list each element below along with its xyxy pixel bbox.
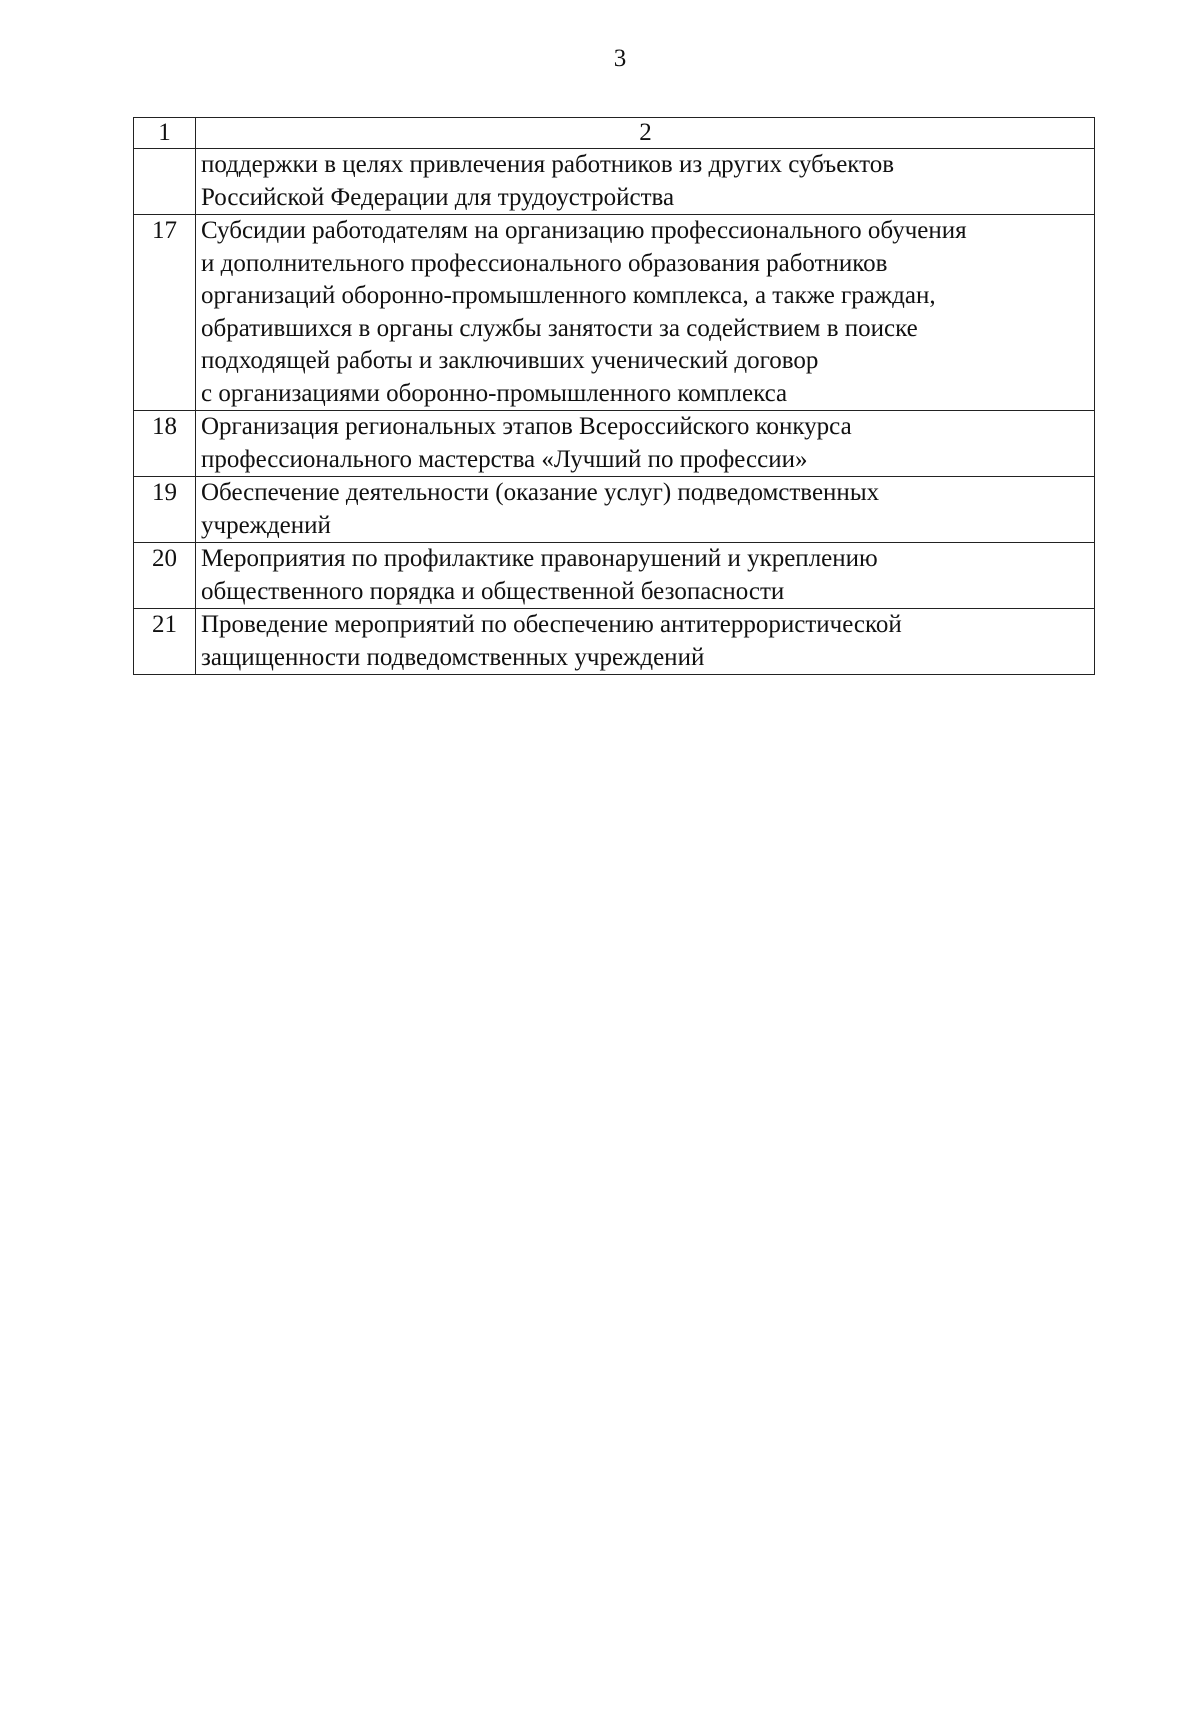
- row-description-cell: [196, 609, 1095, 675]
- description-line: общественного порядка и общественной безопасности: [201, 577, 785, 605]
- description-line: Организация региональных этапов Всероссийского конкурса: [201, 413, 852, 440]
- table-row: [134, 543, 1095, 609]
- description-line: Обеспечение деятельности (оказание услуг) подведомственных: [201, 479, 880, 506]
- row-description-cell: [196, 411, 1095, 477]
- row-number-cell: 21: [134, 609, 196, 675]
- table-row: [134, 609, 1095, 675]
- row-number-cell: 20: [134, 543, 196, 609]
- column-header-description: 2: [196, 118, 1095, 149]
- description-line: профессионального мастерства «Лучший по профессии»: [201, 445, 808, 473]
- row-number-cell: 18: [134, 411, 196, 477]
- description-line: защищенности подведомственных учреждений: [201, 643, 705, 671]
- description-line: Мероприятия по профилактике правонарушений и укреплению: [201, 545, 878, 572]
- row-description-cell: [196, 149, 1095, 215]
- description-line: с организациями оборонно-промышленного комплекса: [201, 379, 788, 407]
- table-row: [134, 411, 1095, 477]
- description-line: обратившихся в органы службы занятости за содействием в поиске: [201, 314, 918, 342]
- row-description-cell: [196, 477, 1095, 543]
- page-number: 3: [613, 45, 627, 72]
- row-description-cell: [196, 543, 1095, 609]
- row-description-cell: [196, 215, 1095, 411]
- row-number-cell: [134, 149, 196, 215]
- description-line: Субсидии работодателям на организацию профессионального обучения: [201, 217, 967, 244]
- description-line: подходящей работы и заключивших ученический договор: [201, 347, 819, 374]
- table-row: [134, 477, 1095, 543]
- measures-table: [133, 117, 1095, 675]
- column-header-number: 1: [134, 118, 196, 149]
- description-line: Российской Федерации для трудоустройства: [201, 183, 675, 211]
- row-number-cell: 19: [134, 477, 196, 543]
- description-line: учреждений: [201, 511, 331, 539]
- table-row: [134, 215, 1095, 411]
- description-line: поддержки в целях привлечения работников из других субъектов: [201, 151, 895, 178]
- description-line: Проведение мероприятий по обеспечению антитеррористической: [201, 611, 902, 638]
- description-line: и дополнительного профессионального образования работников: [201, 249, 888, 277]
- row-number-cell: 17: [134, 215, 196, 411]
- table-header-row: [134, 118, 1095, 149]
- table-row: [134, 149, 1095, 215]
- description-line: организаций оборонно-промышленного комплекса, а также граждан,: [201, 282, 936, 309]
